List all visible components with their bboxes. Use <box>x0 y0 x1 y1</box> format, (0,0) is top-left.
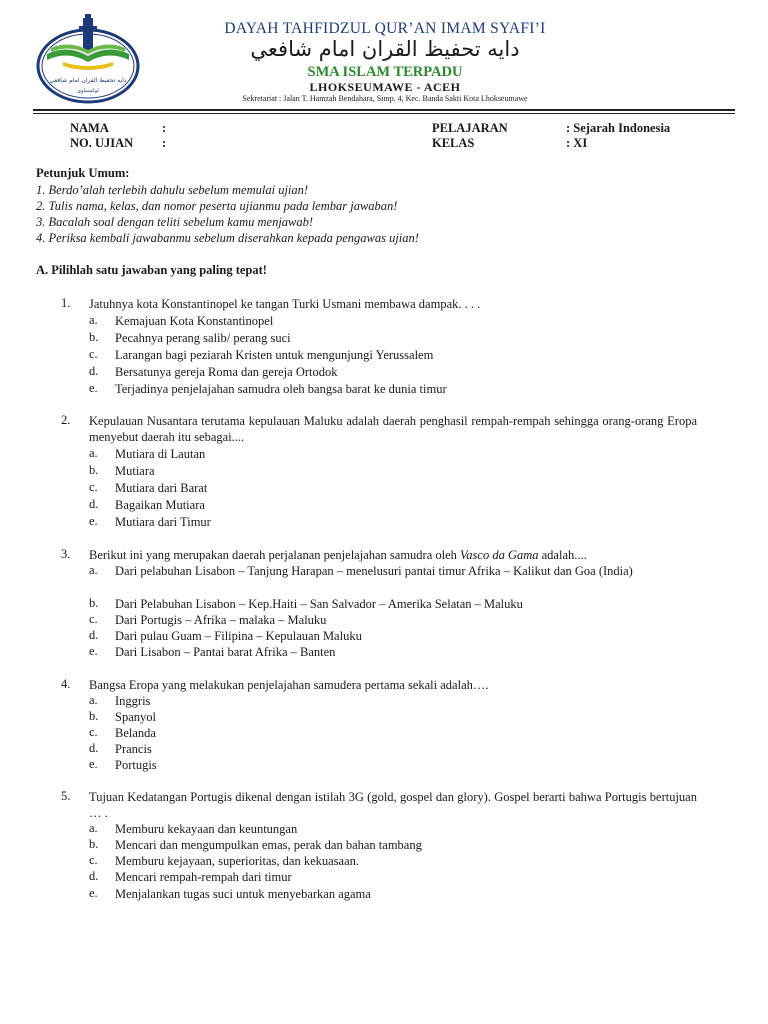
option-label: e. <box>89 381 98 395</box>
option-label: c. <box>89 347 98 361</box>
option-label: b. <box>89 596 99 610</box>
kelas-label: KELAS <box>432 136 475 150</box>
option-text: Mencari rempah-rempah dari timur <box>115 870 292 884</box>
option-label: a. <box>89 563 98 577</box>
option-text: Dari Portugis – Afrika – malaka – Maluku <box>115 613 327 627</box>
option-label: a. <box>89 693 98 707</box>
option-text: Dari Lisabon – Pantai barat Afrika – Banten <box>115 645 336 659</box>
question-text-part: Berikut ini yang merupakan daerah perjalanan penjelajahan samudra oleh <box>89 548 461 562</box>
option-label: b. <box>89 837 99 851</box>
option-text: Dari pelabuhan Lisabon – Tanjung Harapan – menelusuri pantai timur Afrika – Kalikut dan Goa (India) <box>115 564 633 578</box>
school-address: Sekretariat : Jalan T. Hamzah Bendahara, Simp. 4, Kec. Banda Sakti Kota Lhokseumawe <box>242 94 528 103</box>
school-name: SMA ISLAM TERPADU <box>307 64 463 80</box>
pelajaran-value: : Sejarah Indonesia <box>566 121 671 135</box>
option-label: d. <box>89 497 99 511</box>
instruction-item: 1. Berdo’alah terlebih dahulu sebelum memulai ujian! <box>36 183 309 197</box>
institution-arabic-name: دايه تحفيظ القران امام شافعي <box>250 37 520 61</box>
question-number: 4. <box>61 677 71 691</box>
option-label: b. <box>89 709 99 723</box>
instruction-item: 2. Tulis nama, kelas, dan nomor peserta ujianmu pada lembar jawaban! <box>36 199 398 213</box>
option-label: d. <box>89 628 99 642</box>
option-text: Inggris <box>115 694 151 708</box>
svg-text:دايه تحفيظ القران امام شافعي: دايه تحفيظ القران امام شافعي <box>49 77 127 84</box>
institution-name: DAYAH TAHFIDZUL QUR’AN IMAM SYAFI’I <box>224 20 546 37</box>
option-text: Memburu kejayaan, superioritas, dan kekuasaan. <box>115 854 360 868</box>
option-text: Menjalankan tugas suci untuk menyebarkan agama <box>115 887 371 901</box>
option-label: c. <box>89 480 98 494</box>
no-ujian-colon: : <box>162 136 167 150</box>
option-label: e. <box>89 886 98 900</box>
question-text <box>89 547 697 563</box>
option-text: Mutiara dari Timur <box>115 515 211 529</box>
option-text: Kemajuan Kota Konstantinopel <box>115 314 274 328</box>
option-label: c. <box>89 612 98 626</box>
question-number: 1. <box>61 296 71 310</box>
option-text: Portugis <box>115 758 157 772</box>
section-a-heading: A. Pilihlah satu jawaban yang paling tepat! <box>36 263 267 277</box>
option-label: e. <box>89 757 98 771</box>
question-text-italic: Vasco da Gama <box>460 548 539 562</box>
svg-text:لوكسماوي: لوكسماوي <box>77 88 99 94</box>
option-text: Dari Pelabuhan Lisabon – Kep.Haiti – San Salvador – Amerika Selatan – Maluku <box>115 597 523 611</box>
option-text: Bersatunya gereja Roma dan gereja Ortodok <box>115 365 338 379</box>
nama-colon: : <box>162 121 167 135</box>
option-text: Dari pulau Guam – Filipina – Kepulauan Maluku <box>115 629 362 643</box>
instructions-title: Petunjuk Umum: <box>36 166 130 180</box>
no-ujian-label: NO. UJIAN <box>70 136 134 150</box>
option-text: Mencari dan mengumpulkan emas, perak dan bahan tambang <box>115 838 422 852</box>
option-label: c. <box>89 853 98 867</box>
option-text: Larangan bagi peziarah Kristen untuk mengunjungi Yerussalem <box>115 348 434 362</box>
option-text: Bagaikan Mutiara <box>115 498 205 512</box>
option-label: d. <box>89 869 99 883</box>
option-label: c. <box>89 725 98 739</box>
option-text: Terjadinya penjelajahan samudra oleh bangsa barat ke dunia timur <box>115 382 447 396</box>
school-city: LHOKSEUMAWE - ACEH <box>309 80 461 94</box>
option-text: Pecahnya perang salib/ perang suci <box>115 331 291 345</box>
option-text: Belanda <box>115 726 156 740</box>
nama-label: NAMA <box>70 121 109 135</box>
question-text: Kepulauan Nusantara terutama kepulauan Maluku adalah daerah penghasil rempah-rempah sehingga orang-orang Eropa menyebut daerah itu sebagai.... <box>89 414 697 444</box>
option-text: Prancis <box>115 742 152 756</box>
question-number: 2. <box>61 413 71 427</box>
option-label: a. <box>89 446 98 460</box>
question-number: 5. <box>61 789 71 803</box>
question-text: Tujuan Kedatangan Portugis dikenal dengan istilah 3G (gold, gospel dan glory). Gospel berarti bahwa Portugis bertujuan … . <box>89 790 697 820</box>
school-logo-icon <box>33 14 143 106</box>
question-text: Bangsa Eropa yang melakukan penjelajahan samudera pertama sekali adalah…. <box>89 678 489 692</box>
option-text: Mutiara di Lautan <box>115 447 206 461</box>
option-label: e. <box>89 644 98 658</box>
header-divider-thin <box>33 113 735 114</box>
instruction-item: 3. Bacalah soal dengan teliti sebelum kamu menjawab! <box>36 215 314 229</box>
option-label: d. <box>89 364 99 378</box>
option-text: Mutiara dari Barat <box>115 481 208 495</box>
pelajaran-label: PELAJARAN <box>432 121 508 135</box>
question-text: Jatuhnya kota Konstantinopel ke tangan Turki Usmani membawa dampak. . . . <box>89 297 481 311</box>
option-text: Mutiara <box>115 464 155 478</box>
option-label: b. <box>89 330 99 344</box>
option-label: e. <box>89 514 98 528</box>
option-text: Memburu kekayaan dan keuntungan <box>115 822 298 836</box>
kelas-value: : XI <box>566 136 588 150</box>
header-divider-thick <box>33 109 735 111</box>
question-text-part: adalah.... <box>538 548 587 562</box>
option-label: b. <box>89 463 99 477</box>
question-number: 3. <box>61 547 71 561</box>
option-label: a. <box>89 821 98 835</box>
option-label: d. <box>89 741 99 755</box>
option-text: Spanyol <box>115 710 156 724</box>
instruction-item: 4. Periksa kembali jawabanmu sebelum diserahkan kepada pengawas ujian! <box>36 231 419 245</box>
option-label: a. <box>89 313 98 327</box>
